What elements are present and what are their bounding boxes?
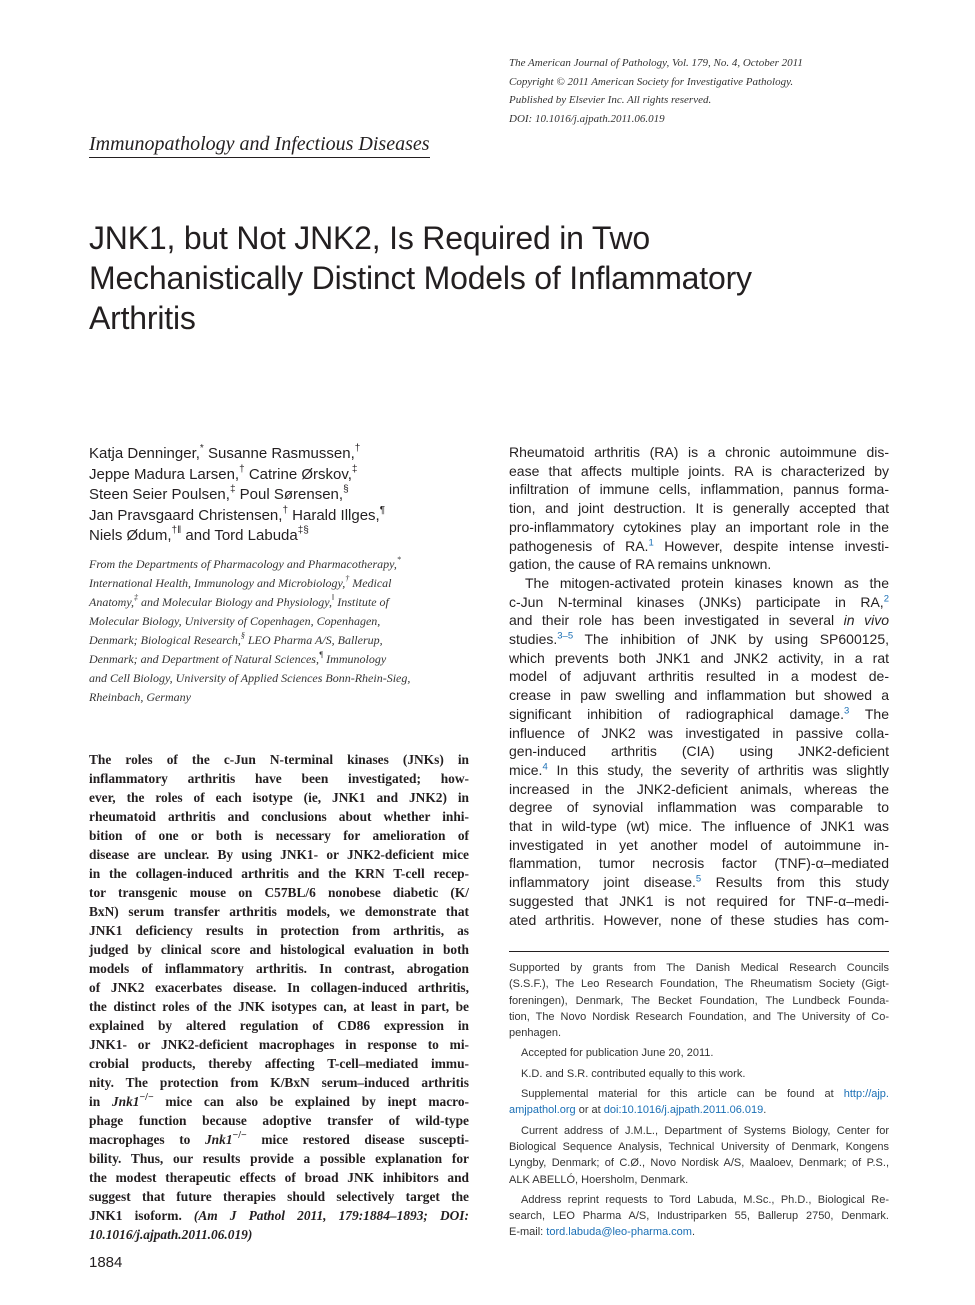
- body-line: flammation, tumor necrosis factor (TNF)-α–mediated: [509, 855, 889, 872]
- abstract-line: JNK1 isoform. (Am J Pathol 2011, 179:1884–1893; DOI:: [89, 1208, 469, 1223]
- body-line: crease in paw swelling and inflammation but showed a: [509, 687, 889, 704]
- address-footnote: Current address of J.M.L., Department of Systems Biology, Center for Biological Sequence Analysis, Technical University of Denmark, Kongens Lyngby, Denmark; of C.Ø., Novo Nordisk A/S, Maaloev, Denmark; of P.S., ALK ABELLÓ, Hoersholm, Denmark.: [509, 1124, 889, 1186]
- title-line: JNK1, but Not JNK2, Is Required in Two: [89, 220, 650, 256]
- author-line: Jan Pravsgaard Christensen,† Harald Illges,¶: [89, 504, 386, 524]
- affiliation-line: Denmark; and Department of Natural Sciences,¶ Immunology: [89, 650, 387, 666]
- reference-link[interactable]: 2: [883, 592, 889, 604]
- body-line: increased in the JNK2-deficient animals, whereas the: [509, 780, 889, 797]
- abstract-line: judged by clinical score and histological evaluation in both: [89, 942, 469, 957]
- body-line: infiltration of immune cells, inflammation, pannus forma-: [509, 481, 889, 498]
- supplemental-url-link[interactable]: amjpathol.org: [509, 1104, 576, 1117]
- body-line: mice.$^4$ In this study, the severity of arthritis was slightly: [509, 761, 889, 778]
- body-line: tion, and joint destruction. It is generally accepted that: [509, 500, 889, 517]
- body-line: which prevents both JNK1 and JNK2 activity, in a rat: [509, 649, 889, 666]
- funding-footnote: Supported by grants from The Danish Medical Research Councils (S.S.F.), The Leo Research Foundation, The Rheumatism Society (Gigt- foreningen), Denmark, The Becket Foundation, The Lundbeck Founda- tion, The Novo Nordisk Research Foundation, and The University of Co- penhagen.: [509, 962, 889, 1040]
- affiliation-line: Molecular Biology, University of Copenhagen, Copenhagen,: [89, 614, 381, 628]
- journal-citation: The American Journal of Pathology, Vol. 179, No. 4, October 2011: [509, 57, 803, 69]
- journal-publisher: Published by Elsevier Inc. All rights reserved.: [509, 94, 712, 106]
- abstract-line: in the collagen-induced arthritis and the KRN T-cell recep-: [89, 866, 469, 881]
- section-heading: Immunopathology and Infectious Diseases: [89, 131, 430, 158]
- abstract-line: JNK1 deficiency results in protection from arthritis, as: [89, 923, 469, 938]
- abstract-line: models of inflammatory arthritis. In contrast, abrogation: [89, 961, 469, 976]
- page-number: 1884: [89, 1254, 123, 1271]
- body-line: significant inhibition of radiographical damage.$^3$ The: [509, 705, 889, 722]
- abstract-citation: (Am J Pathol 2011, 179:1884–1893; DOI:: [193, 1208, 469, 1223]
- body-line: investigated in yet another model of autoimmune in-: [509, 836, 889, 853]
- author-list: [89, 444, 489, 547]
- supplemental-footnote: Supplemental material for this article can be found at http://ajp. amjpathol.org or at doi:10.1016/j.ajpath.2011.06.019.: [509, 1088, 889, 1117]
- affiliation-line: International Health, Immunology and Microbiology,† Medical: [89, 574, 392, 590]
- abstract-line: disease are unclear. By using JNK1- or JNK2-deficient mice: [89, 847, 469, 862]
- reprint-footnote: Address reprint requests to Tord Labuda, M.Sc., Ph.D., Biological Re- search, LEO Pharma A/S, Industriparken 55, Ballerup 2750, Denmark. E-mail: tord.labuda@leo-pharma.com.: [509, 1193, 889, 1239]
- abstract-line: the distinct roles of the JNK isotypes can, at least in part, be: [89, 999, 469, 1014]
- abstract-line: macrophages to Jnk1−/− mice restored disease suscepti-: [89, 1129, 469, 1147]
- body-line: and their role has been investigated in several in vivo: [509, 612, 889, 629]
- author-line: Jeppe Madura Larsen,† Catrine Ørskov,‡: [89, 463, 358, 483]
- reference-link[interactable]: 4: [542, 761, 548, 773]
- body-line: that in wild-type (wt) mice. The influence of JNK1 was: [509, 818, 889, 835]
- abstract-line: JNK1- or JNK2-deficient macrophages in response to mi-: [89, 1037, 469, 1052]
- body-line: c-Jun N-terminal kinases (JNKs) participate in RA,$^2$: [509, 592, 889, 610]
- reference-link[interactable]: 3: [843, 705, 850, 717]
- author-line: Steen Seier Poulsen,‡ Poul Sørensen,§: [89, 484, 349, 504]
- abstract-line: suggest that future therapies should selectively target the: [89, 1189, 469, 1204]
- body-line: degree of synovial inflammation was comparable to: [509, 799, 889, 816]
- affiliation-line: From the Departments of Pharmacology and Pharmacotherapy,*: [89, 555, 401, 571]
- body-text: [509, 443, 889, 929]
- abstract-line: The roles of the c-Jun N-terminal kinases (JNKs) in: [89, 752, 469, 767]
- body-line: ated arthritis. However, none of these studies has com-: [509, 911, 889, 928]
- abstract-line: BxN) serum transfer arthritis models, we demonstrate that: [89, 904, 469, 919]
- abstract-line: bition of one or both is necessary for amelioration of: [89, 828, 469, 843]
- abstract-line: nity. The protection from K/BxN serum–induced arthritis: [89, 1075, 469, 1090]
- body-line: gen-induced arthritis (CIA) using JNK2-deficient: [509, 743, 889, 760]
- abstract-line: inflammatory arthritis have been investigated; how-: [89, 771, 469, 786]
- body-line: model of adjuvant arthritis resulted in a modest de-: [509, 668, 889, 685]
- body-line: Rheumatoid arthritis (RA) is a chronic autoimmune dis-: [509, 444, 889, 460]
- reference-link[interactable]: 3–5: [557, 630, 574, 642]
- reference-link[interactable]: 5: [695, 873, 702, 885]
- abstract-line: in Jnk1−/− mice can also be explained by inept macro-: [89, 1091, 470, 1109]
- footnote-divider: [509, 951, 889, 952]
- affiliation-line: Anatomy,‡ and Molecular Biology and Physiology,‖ Institute of: [89, 593, 389, 609]
- reference-link[interactable]: 1: [648, 536, 654, 548]
- affiliation-line: Rheinbach, Germany: [89, 690, 191, 704]
- journal-copyright: Copyright © 2011 American Society for Investigative Pathology.: [509, 75, 794, 88]
- abstract-line: ever, the roles of each isotype (ie, JNK1 and JNK2) in: [89, 790, 469, 805]
- accepted-footnote: Accepted for publication June 20, 2011.: [521, 1047, 714, 1060]
- abstract-line: explained by altered regulation of CD86 expression in: [89, 1018, 469, 1033]
- abstract-doi: 10.1016/j.ajpath.2011.06.019): [89, 1227, 253, 1242]
- body-line: pathogenesis of RA.$^1$ However, despite intense investi-: [509, 536, 889, 554]
- email-link[interactable]: tord.labuda@leo-pharma.com: [546, 1226, 692, 1239]
- contribution-footnote: K.D. and S.R. contributed equally to this work.: [521, 1067, 746, 1080]
- title-line: Mechanistically Distinct Models of Inflammatory: [89, 260, 752, 296]
- body-line: inflammatory joint disease.$^5$ Results from this study: [509, 873, 889, 891]
- abstract-line: rheumatoid arthritis and conclusions about whether inhi-: [89, 809, 469, 824]
- title-line: Arthritis: [89, 300, 196, 336]
- footnotes: [509, 960, 889, 1245]
- body-line: gation, the cause of RA remains unknown.: [509, 556, 772, 573]
- abstract-line: bility. Thus, our results provide a possible explanation for: [89, 1151, 469, 1166]
- abstract-line: of JNK2 exacerbates disease. In collagen-induced arthritis,: [89, 980, 469, 995]
- abstract-line: crobial products, thereby affecting T-cell–mediated immu-: [89, 1056, 469, 1071]
- article-title: [89, 218, 889, 338]
- affiliations: [89, 555, 469, 707]
- doi-link[interactable]: doi:10.1016/j.ajpath.2011.06.019: [603, 1104, 764, 1117]
- body-line: suggested that JNK1 is not required for TNF-α–medi-: [509, 892, 889, 909]
- abstract-line: the modest therapeutic effects of broad JNK inhibitors and: [89, 1170, 469, 1185]
- body-line: The mitogen-activated protein kinases known as the: [525, 574, 889, 591]
- body-line: pro-inflammatory cytokines play an important role in the: [509, 518, 889, 535]
- affiliation-line: and Cell Biology, University of Applied Sciences Bonn-Rhein-Sieg,: [89, 671, 411, 685]
- supplemental-url-link[interactable]: http://ajp.: [843, 1088, 889, 1101]
- body-line: ease that affects multiple joints. RA is characterized by: [509, 462, 889, 479]
- abstract: [89, 750, 469, 1244]
- journal-info: [509, 54, 949, 128]
- affiliation-line: Denmark; Biological Research,§ LEO Pharma A/S, Ballerup,: [89, 631, 383, 647]
- body-line: studies.$^{3-5}$ The inhibition of JNK by using SP600125,: [509, 630, 889, 648]
- author-line: Katja Denninger,* Susanne Rasmussen,†: [89, 443, 361, 462]
- journal-doi: DOI: 10.1016/j.ajpath.2011.06.019: [509, 112, 665, 125]
- abstract-line: phage function because adoptive transfer of wild-type: [89, 1113, 469, 1128]
- body-line: influence of JNK2 was investigated in passive colla-: [509, 724, 889, 741]
- abstract-line: tor transgenic mouse on C57BL/6 nonobese diabetic (K/: [89, 885, 469, 900]
- author-line: Niels Ødum,†‖ and Tord Labuda‡§: [89, 525, 309, 545]
